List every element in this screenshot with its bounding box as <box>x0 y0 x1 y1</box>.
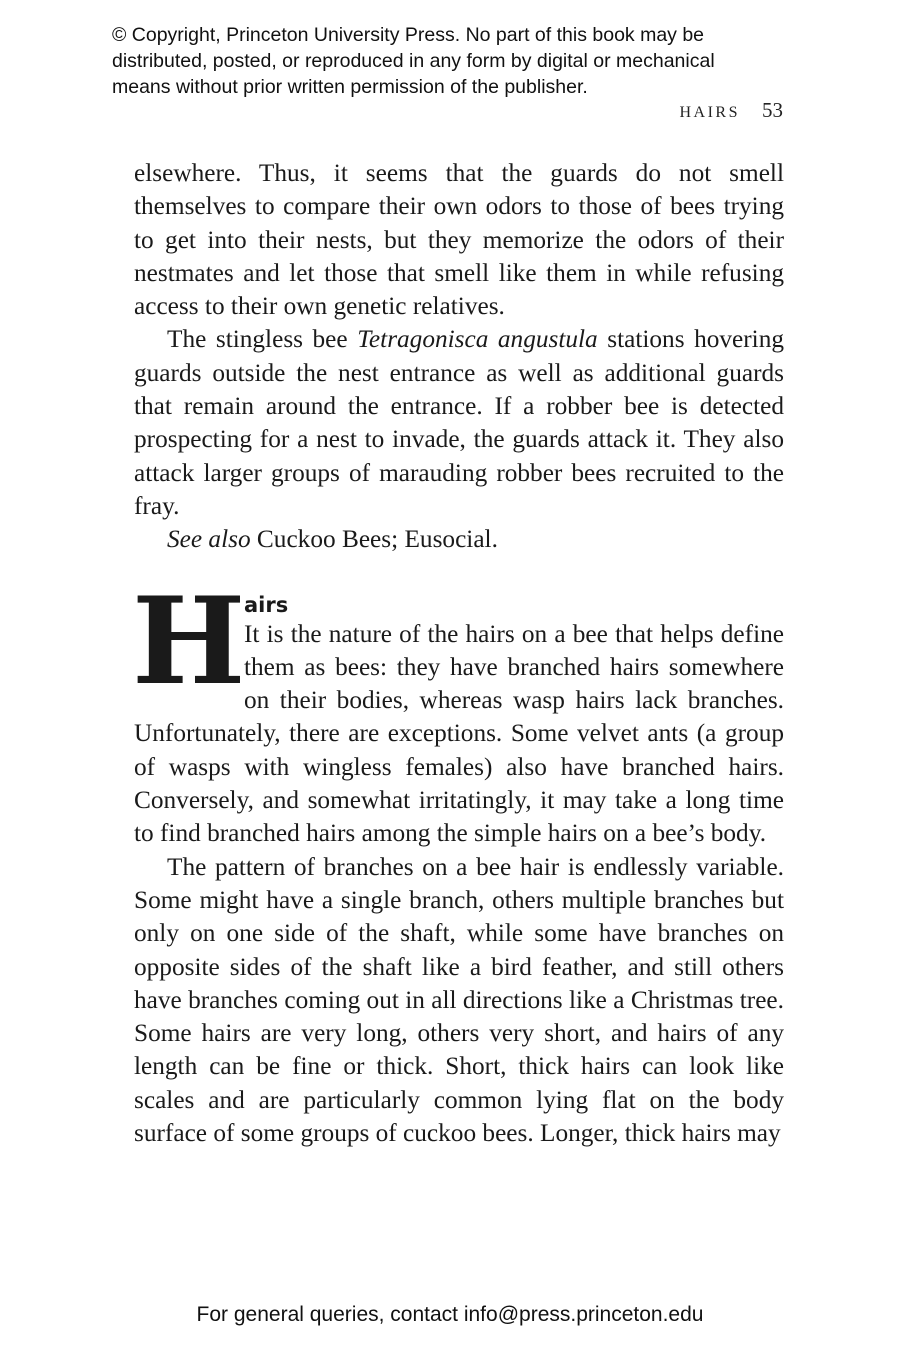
footer-contact: For general queries, contact info@press.princeton.edu <box>196 1303 704 1326</box>
page-body <box>134 157 784 1150</box>
paragraph-text: stations hovering guards outside the nest entrance as well as additional guards that remain around the entrance. If a robber bee is detected prospecting for a nest to invade, the guards attack it. They also attack larger groups of marauding robber bees recruited to the fray. <box>134 325 784 520</box>
paragraph-branch-patterns: The pattern of branches on a bee hair is endlessly variable. Some might have a single branch, others multiple branches but only on one side of the shaft, while some have branches on opposite sides of the shaft like a bird feather, and still others have branches coming out in all directions like a Christmas tree. Some hairs are very long, others very short, and hairs of any length can be fine or thick. Short, thick hairs can look like scales and are particularly common lying flat on the body surface of some groups of cuckoo bees. Longer, thick hairs may <box>134 852 784 1148</box>
running-head-title: HAIRS <box>679 104 740 121</box>
copyright-line-1: © Copyright, Princeton University Press. No part of this book may be <box>112 24 705 46</box>
entry-hairs <box>132 570 784 1151</box>
running-head <box>679 98 783 123</box>
drop-cap: H <box>132 570 246 712</box>
paragraph-continuation: elsewhere. Thus, it seems that the guards do not smell themselves to compare their own odors to those of bees trying to get into their nests, but they memorize the odors of their nestmates and let those that smell like them in while refusing access to their own genetic relatives. <box>134 159 784 321</box>
paragraph-stingless-bee <box>134 323 784 523</box>
see-also-line <box>134 523 784 556</box>
see-also-refs: Cuckoo Bees; Eusocial. <box>250 525 498 554</box>
page-number: 53 <box>762 98 783 122</box>
entry-headword: airs <box>244 592 289 617</box>
see-also-label: See also <box>167 525 251 554</box>
copyright-notice <box>112 22 812 100</box>
paragraph-hairs-intro: It is the nature of the hairs on a bee that helps define them as bees: they have branched hairs somewhere on their bodies, whereas wasp hairs lack branches. Unfortunately, there are exceptions. Some velvet ants (a group of wasps with wingless females) also have branched hairs. Conversely, and somewhat irritatingly, it may take a long time to find branched hairs among the simple hairs on a bee’s body. <box>134 619 784 848</box>
species-name: Tetragonisca angustula <box>357 325 598 354</box>
copyright-line-3: means without prior written permission of the publisher. <box>112 76 588 98</box>
copyright-line-2: distributed, posted, or reproduced in any form by digital or mechanical <box>112 50 715 72</box>
paragraph-text: The stingless bee <box>167 325 358 354</box>
